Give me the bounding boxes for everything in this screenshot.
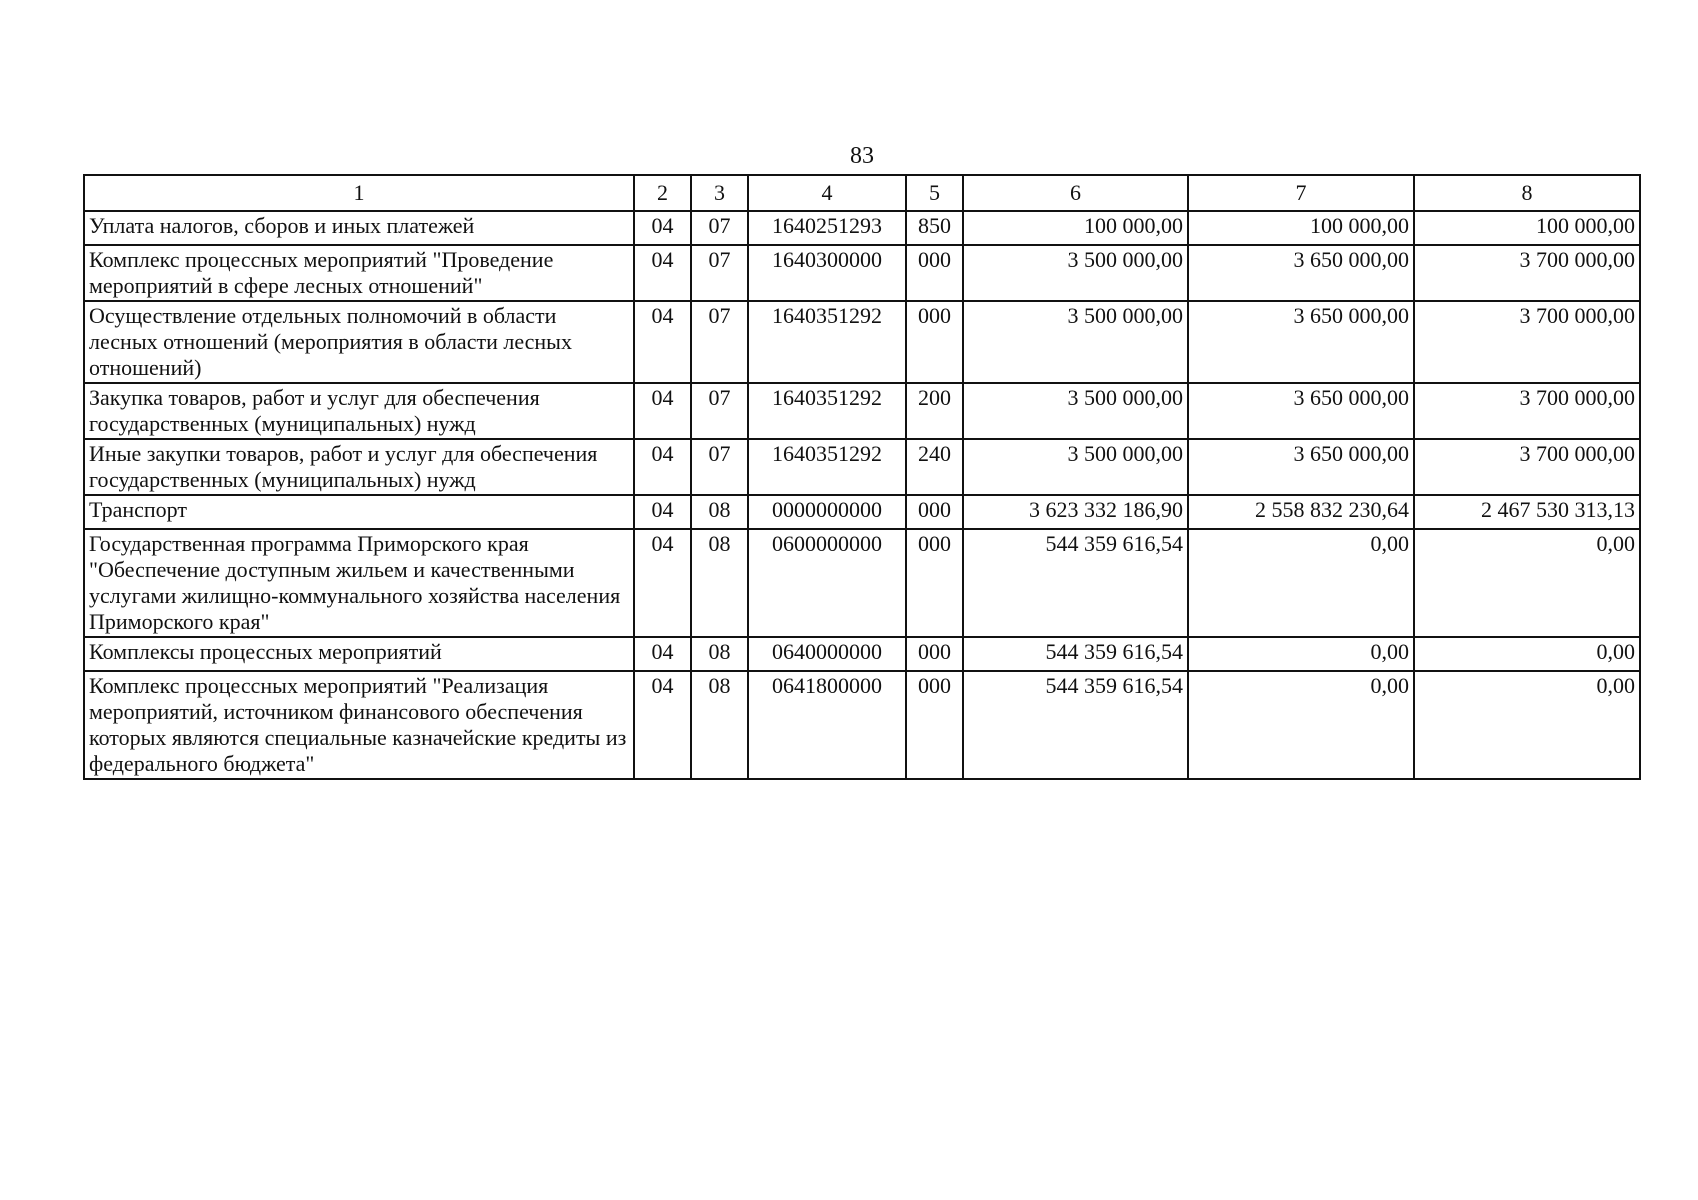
column-header: 5: [906, 175, 963, 211]
amount-col8: 100 000,00: [1414, 211, 1640, 245]
amount-col7: 2 558 832 230,64: [1188, 495, 1414, 529]
row-name: Уплата налогов, сборов и иных платежей: [84, 211, 634, 245]
amount-col8: 3 700 000,00: [1414, 301, 1640, 383]
amount-col8: 3 700 000,00: [1414, 383, 1640, 439]
target-article-code: 0641800000: [748, 671, 906, 779]
subsection-code: 08: [691, 495, 748, 529]
amount-col7: 3 650 000,00: [1188, 383, 1414, 439]
target-article-code: 1640300000: [748, 245, 906, 301]
amount-col8: 0,00: [1414, 637, 1640, 671]
amount-col8: 3 700 000,00: [1414, 439, 1640, 495]
subsection-code: 07: [691, 301, 748, 383]
amount-col7: 3 650 000,00: [1188, 439, 1414, 495]
row-name: Закупка товаров, работ и услуг для обеспечения государственных (муниципальных) нужд: [84, 383, 634, 439]
table-row: [84, 383, 1640, 439]
amount-col6: 3 623 332 186,90: [963, 495, 1188, 529]
row-name: Осуществление отдельных полномочий в области лесных отношений (мероприятия в области лесных отношений): [84, 301, 634, 383]
amount-col8: 2 467 530 313,13: [1414, 495, 1640, 529]
column-header: 2: [634, 175, 691, 211]
subsection-code: 08: [691, 637, 748, 671]
table-row: [84, 211, 1640, 245]
expense-type-code: 000: [906, 671, 963, 779]
table-header-row: [84, 175, 1640, 211]
subsection-code: 07: [691, 439, 748, 495]
amount-col8: 0,00: [1414, 529, 1640, 637]
amount-col8: 3 700 000,00: [1414, 245, 1640, 301]
subsection-code: 07: [691, 383, 748, 439]
amount-col7: 3 650 000,00: [1188, 245, 1414, 301]
target-article-code: 1640351292: [748, 439, 906, 495]
table-row: [84, 671, 1640, 779]
subsection-code: 07: [691, 245, 748, 301]
row-name: Иные закупки товаров, работ и услуг для обеспечения государственных (муниципальных) нужд: [84, 439, 634, 495]
row-name: Комплекс процессных мероприятий "Проведение мероприятий в сфере лесных отношений": [84, 245, 634, 301]
target-article-code: 0600000000: [748, 529, 906, 637]
section-code: 04: [634, 439, 691, 495]
section-code: 04: [634, 383, 691, 439]
target-article-code: 1640351292: [748, 301, 906, 383]
row-name: Комплексы процессных мероприятий: [84, 637, 634, 671]
target-article-code: 0000000000: [748, 495, 906, 529]
target-article-code: 0640000000: [748, 637, 906, 671]
section-code: 04: [634, 495, 691, 529]
table-row: [84, 495, 1640, 529]
target-article-code: 1640251293: [748, 211, 906, 245]
amount-col8: 0,00: [1414, 671, 1640, 779]
column-header: 8: [1414, 175, 1640, 211]
target-article-code: 1640351292: [748, 383, 906, 439]
subsection-code: 08: [691, 671, 748, 779]
expense-type-code: 000: [906, 529, 963, 637]
row-name: Комплекс процессных мероприятий "Реализация мероприятий, источником финансового обеспечения которых являются специальные казначейские кредиты из федерального бюджета": [84, 671, 634, 779]
column-header: 7: [1188, 175, 1414, 211]
column-header: 3: [691, 175, 748, 211]
amount-col7: 0,00: [1188, 671, 1414, 779]
table-row: [84, 637, 1640, 671]
budget-table: [83, 174, 1641, 780]
table-row: [84, 301, 1640, 383]
page-number: 83: [850, 143, 874, 169]
expense-type-code: 850: [906, 211, 963, 245]
subsection-code: 07: [691, 211, 748, 245]
section-code: 04: [634, 529, 691, 637]
expense-type-code: 240: [906, 439, 963, 495]
expense-type-code: 000: [906, 301, 963, 383]
amount-col7: 0,00: [1188, 637, 1414, 671]
amount-col6: 544 359 616,54: [963, 529, 1188, 637]
expense-type-code: 000: [906, 245, 963, 301]
amount-col6: 3 500 000,00: [963, 439, 1188, 495]
section-code: 04: [634, 671, 691, 779]
amount-col7: 100 000,00: [1188, 211, 1414, 245]
expense-type-code: 200: [906, 383, 963, 439]
column-header: 6: [963, 175, 1188, 211]
amount-col6: 3 500 000,00: [963, 245, 1188, 301]
amount-col6: 100 000,00: [963, 211, 1188, 245]
column-header: 1: [84, 175, 634, 211]
table-row: [84, 439, 1640, 495]
amount-col7: 0,00: [1188, 529, 1414, 637]
row-name: Государственная программа Приморского края "Обеспечение доступным жильем и качественными услугами жилищно-коммунального хозяйства населения Приморского края": [84, 529, 634, 637]
row-name: Транспорт: [84, 495, 634, 529]
amount-col6: 3 500 000,00: [963, 383, 1188, 439]
amount-col7: 3 650 000,00: [1188, 301, 1414, 383]
table-row: [84, 529, 1640, 637]
amount-col6: 3 500 000,00: [963, 301, 1188, 383]
column-header: 4: [748, 175, 906, 211]
expense-type-code: 000: [906, 637, 963, 671]
table-row: [84, 245, 1640, 301]
subsection-code: 08: [691, 529, 748, 637]
section-code: 04: [634, 301, 691, 383]
expense-type-code: 000: [906, 495, 963, 529]
amount-col6: 544 359 616,54: [963, 637, 1188, 671]
section-code: 04: [634, 211, 691, 245]
section-code: 04: [634, 245, 691, 301]
section-code: 04: [634, 637, 691, 671]
amount-col6: 544 359 616,54: [963, 671, 1188, 779]
